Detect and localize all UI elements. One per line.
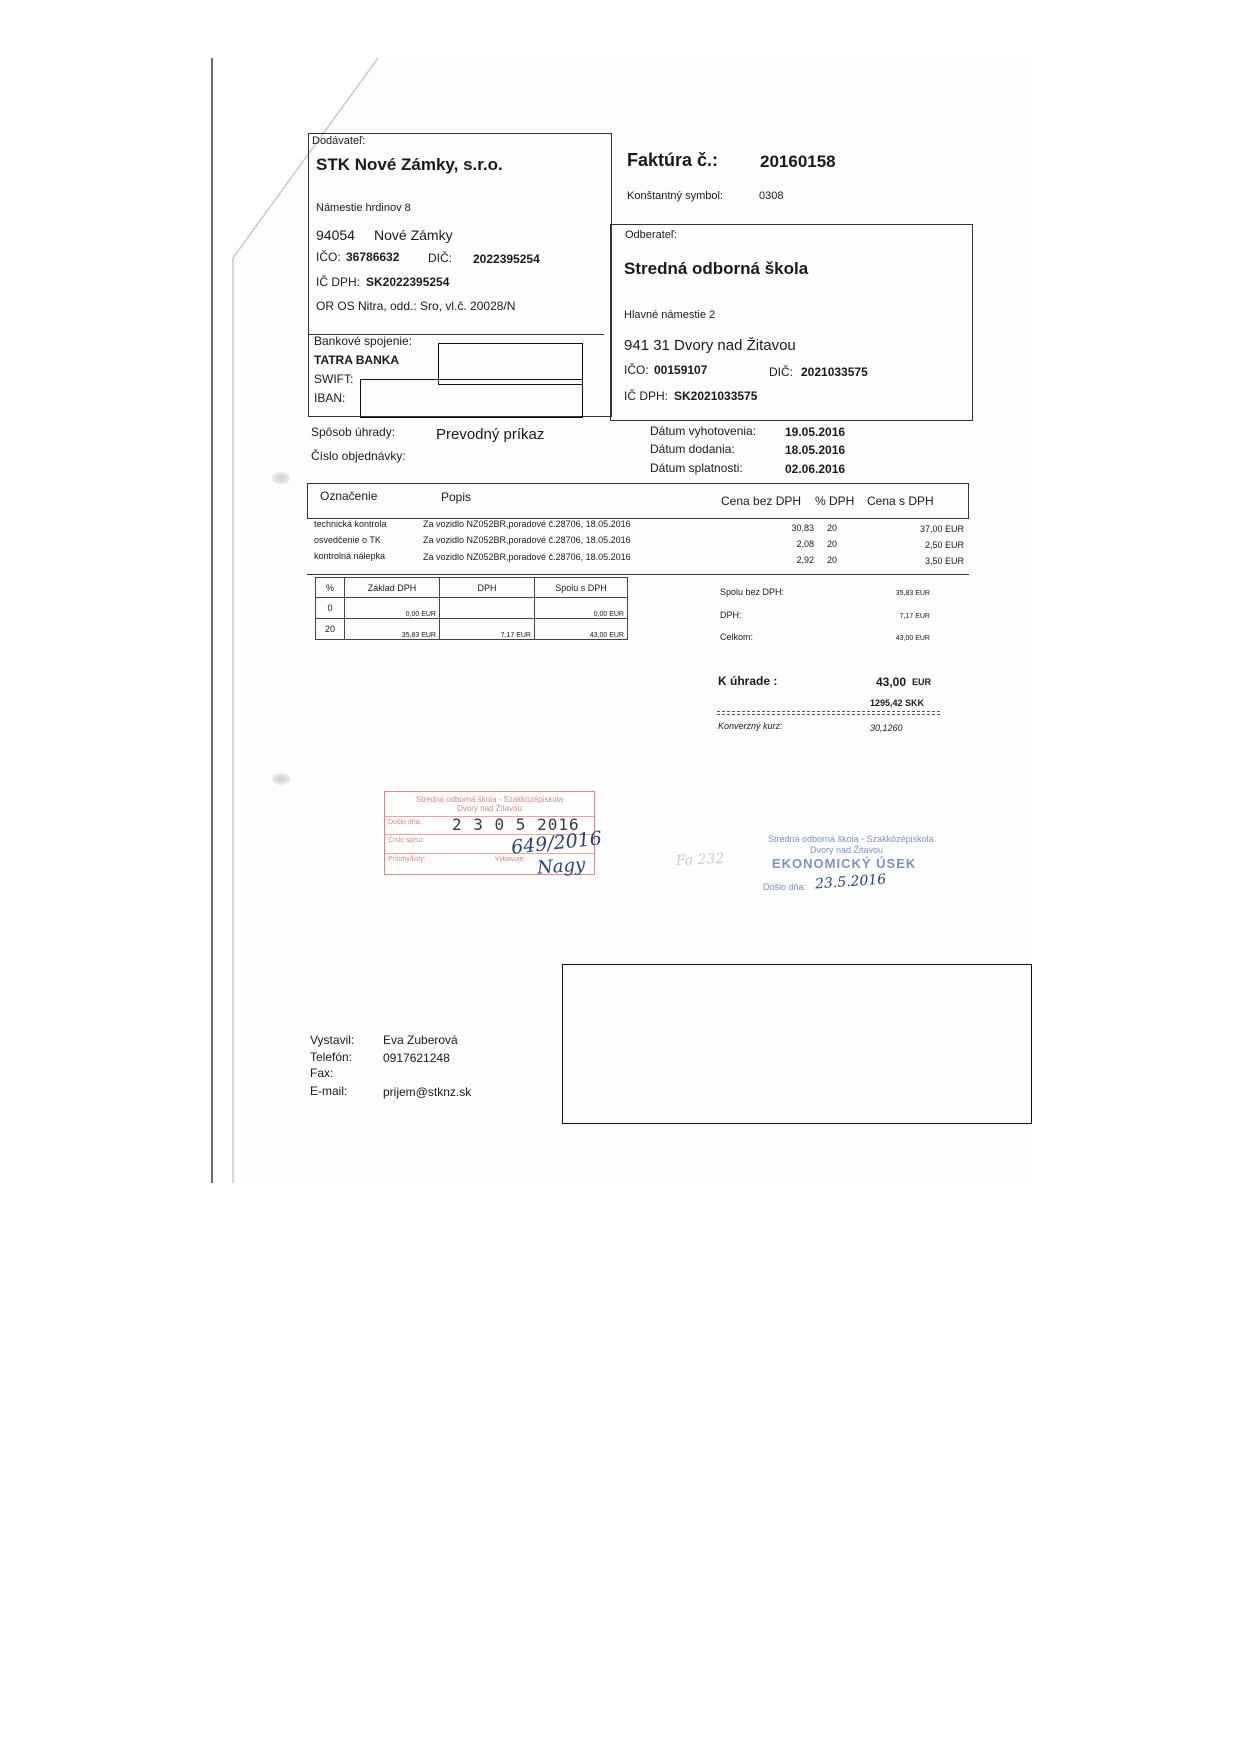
- supplier-icdph: SK2022395254: [366, 275, 450, 289]
- supplier-icdph-label: IČ DPH:: [316, 275, 361, 289]
- invoice-number: 20160158: [760, 152, 836, 171]
- vat-cell: 43,00 EUR: [535, 619, 628, 640]
- vat-header-cell: DPH: [440, 578, 535, 598]
- divider: [307, 574, 969, 575]
- item-net: 2,92: [796, 555, 814, 565]
- total-vat-label: DPH:: [720, 610, 742, 620]
- stamp-date: 2 3 0 5 2016: [452, 815, 580, 834]
- supplier-dic-label: DIČ:: [428, 251, 452, 265]
- supplier-street: Námestie hrdinov 8: [316, 202, 411, 214]
- vat-cell: 0: [316, 598, 345, 619]
- email-label: E-mail:: [310, 1084, 348, 1098]
- vat-cell: 35,83 EUR: [345, 619, 440, 640]
- issuer-name: Eva Zuberová: [383, 1033, 458, 1047]
- table-row: [316, 598, 628, 619]
- item-vat: 20: [827, 523, 838, 533]
- item-code: kontrolná nálepka: [314, 551, 386, 561]
- customer-ico: 00159107: [654, 363, 708, 377]
- col-desc: Popis: [441, 490, 472, 504]
- rate-value: 30,1260: [870, 723, 903, 733]
- econ-stamp-date-label: Došlo dňa:: [763, 882, 807, 892]
- divider: [717, 711, 940, 712]
- due-label: Dátum splatnosti:: [650, 461, 743, 475]
- customer-ico-label: IČO:: [624, 363, 649, 377]
- stamp-place: Dvory nad Žitavou: [457, 804, 522, 813]
- handwritten-note: Fa 232: [675, 850, 725, 870]
- supplier-city: Nové Zámky: [374, 227, 453, 243]
- swift-label: SWIFT:: [314, 372, 354, 386]
- amount-due: 43,00: [876, 675, 907, 689]
- issuer-label: Vystavil:: [310, 1033, 355, 1047]
- invoice-title: Faktúra č.:: [627, 150, 719, 170]
- customer-name: Stredná odborná škola: [624, 259, 809, 278]
- item-net: 30,83: [791, 523, 814, 533]
- item-gross: 2,50 EUR: [924, 540, 964, 550]
- bank-heading: Bankové spojenie:: [314, 334, 413, 348]
- amount-due-currency: EUR: [912, 677, 932, 687]
- table-row: [316, 578, 628, 598]
- vat-cell: 0,00 EUR: [535, 598, 628, 619]
- payment-method-label: Spôsob úhrady:: [311, 425, 396, 439]
- amount-due-label: K úhrade :: [718, 674, 778, 688]
- total-net-label: Spolu bez DPH:: [720, 587, 785, 597]
- econ-stamp-date: 23.5.2016: [814, 871, 887, 893]
- customer-zip-city: 941 31 Dvory nad Žitavou: [624, 337, 796, 354]
- item-code: technická kontrola: [314, 519, 387, 529]
- supplier-ico: 36786632: [346, 250, 400, 264]
- phone-value: 0917621248: [383, 1051, 450, 1065]
- econ-stamp-org: Stredná odborná škola - Szakközépiskola: [768, 834, 934, 844]
- customer-dic-label: DIČ:: [769, 365, 793, 379]
- stamp-reg-number: 649/2016: [510, 827, 603, 859]
- stamp-date-label: Došlo dňa:: [388, 819, 422, 826]
- econ-stamp-dept: EKONOMICKÝ ÚSEK: [772, 856, 917, 871]
- supplier-name: STK Nové Zámky, s.r.o.: [316, 155, 503, 174]
- supplier-zip: 94054: [316, 227, 355, 243]
- total-value: 43,00 EUR: [895, 635, 930, 642]
- total-net: 35,83 EUR: [895, 590, 930, 597]
- vat-cell: 7,17 EUR: [440, 619, 535, 640]
- col-gross: Cena s DPH: [867, 494, 934, 508]
- iban-label: IBAN:: [314, 391, 346, 405]
- item-net: 2,08: [796, 539, 814, 549]
- redacted-iban-box: [360, 379, 583, 418]
- phone-label: Telefón:: [310, 1050, 353, 1064]
- bank-name: TATRA BANKA: [314, 353, 400, 367]
- handler-signature: Nagy: [536, 854, 586, 879]
- item-vat: 20: [827, 539, 838, 549]
- vat-header-cell: %: [316, 578, 345, 598]
- amount-skk: 1295,42 SKK: [870, 698, 925, 708]
- payment-method: Prevodný príkaz: [436, 426, 545, 443]
- item-gross: 37,00 EUR: [919, 524, 964, 534]
- item-code: osvedčenie o TK: [314, 535, 381, 545]
- supplier-heading: Dodávateľ:: [312, 135, 366, 147]
- total-vat: 7,17 EUR: [899, 613, 930, 620]
- email-value: prijem@stknz.sk: [383, 1085, 472, 1099]
- col-vat: % DPH: [815, 494, 855, 508]
- item-desc: Za vozidlo NZ052BR,poradové č.28706, 18.05.2016: [423, 535, 631, 545]
- vat-cell: [440, 598, 535, 619]
- punch-hole: [272, 472, 290, 484]
- ks-value: 0308: [759, 190, 784, 202]
- delivered-date: 18.05.2016: [785, 443, 846, 457]
- customer-street: Hlavné námestie 2: [624, 309, 716, 321]
- vat-summary-table: [315, 577, 628, 640]
- item-vat: 20: [827, 555, 838, 565]
- supplier-register: OR OS Nitra, odd.: Sro, vl.č. 20028/N: [316, 299, 516, 313]
- ks-label: Konštantný symbol:: [627, 190, 723, 202]
- customer-dic: 2021033575: [801, 365, 868, 379]
- customer-icdph-label: IČ DPH:: [624, 389, 669, 403]
- col-code: Označenie: [320, 489, 378, 503]
- table-row: [316, 619, 628, 640]
- item-gross: 3,50 EUR: [924, 556, 964, 566]
- divider: [717, 714, 940, 715]
- vat-header-cell: Spolu s DPH: [535, 578, 628, 598]
- issued-label: Dátum vyhotovenia:: [650, 424, 757, 438]
- stamp-att-label: Prílohy/listy:: [388, 856, 426, 863]
- stamp-org: Stredná odborná škola - Szakközépiskola: [415, 795, 564, 804]
- rate-label: Konverzný kurz:: [718, 721, 783, 731]
- due-date: 02.06.2016: [785, 462, 846, 476]
- vat-header-cell: Základ DPH: [345, 578, 440, 598]
- customer-heading: Odberateľ:: [625, 229, 678, 241]
- supplier-dic: 2022395254: [473, 252, 540, 266]
- total-label: Celkom:: [720, 632, 754, 642]
- vat-cell: 0,00 EUR: [345, 598, 440, 619]
- item-desc: Za vozidlo NZ052BR,poradové č.28706, 18.05.2016: [423, 552, 631, 562]
- order-number-label: Číslo objednávky:: [311, 449, 406, 463]
- issued-date: 19.05.2016: [785, 425, 846, 439]
- item-desc: Za vozidlo NZ052BR,poradové č.28706, 18.05.2016: [423, 519, 631, 529]
- stamp-handler-label: Vybavuje:: [495, 856, 526, 863]
- stamp-reg-label: Číslo spisu:: [388, 837, 425, 844]
- vat-cell: 20: [316, 619, 345, 640]
- supplier-ico-label: IČO:: [316, 250, 341, 264]
- fax-label: Fax:: [310, 1066, 334, 1080]
- customer-icdph: SK2021033575: [674, 389, 758, 403]
- delivered-label: Dátum dodania:: [650, 442, 735, 456]
- col-net: Cena bez DPH: [721, 494, 802, 508]
- redacted-box: [562, 964, 1032, 1124]
- econ-stamp-place: Dvory nad Žitavou: [810, 845, 884, 855]
- punch-hole: [272, 773, 290, 785]
